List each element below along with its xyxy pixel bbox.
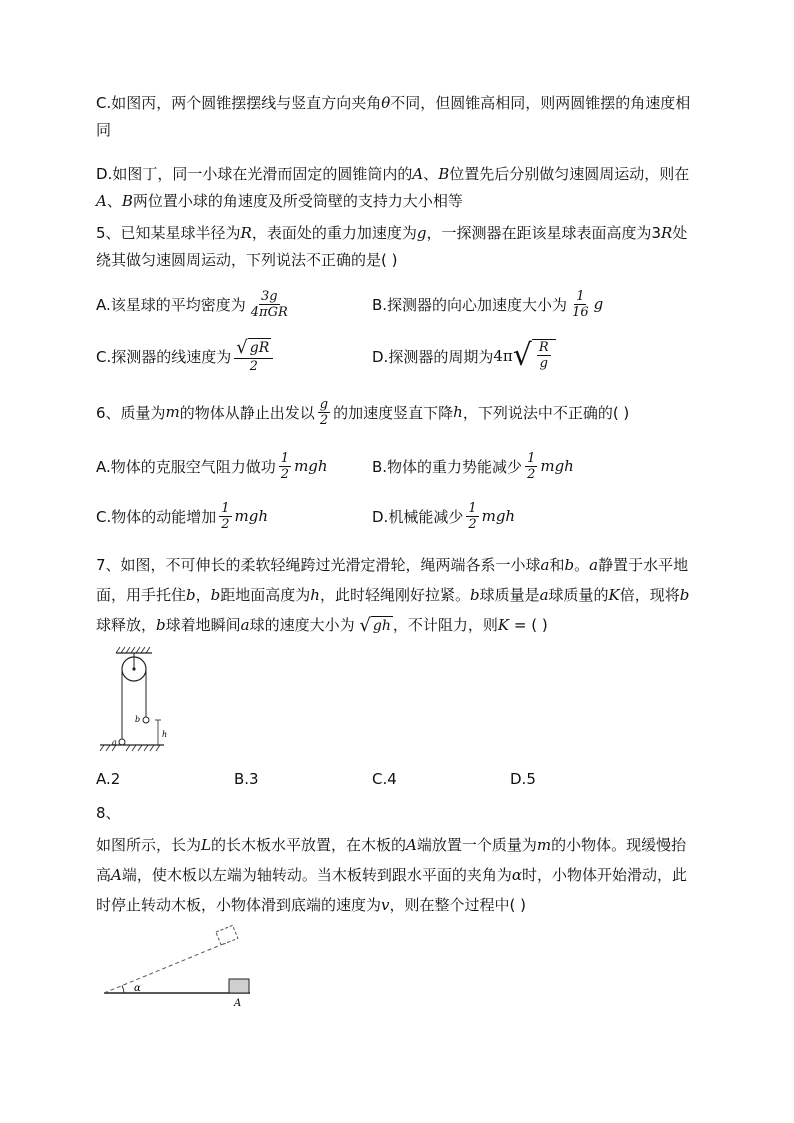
denominator: 2 [468, 516, 477, 532]
q5-stem-text-4: 处绕其做匀速圆周运动，下列说法不正确的是( ) [96, 224, 688, 269]
q7-stem-text-9: 球着地瞬间 [165, 616, 241, 634]
label-A: A [234, 998, 242, 1009]
q8-stem-text-4: 的小物体。现缓慢抬高 [96, 836, 687, 884]
var-A: A [406, 836, 417, 854]
denominator: 2 [319, 412, 329, 428]
q5-option-a [96, 284, 293, 324]
var-L: L [201, 836, 211, 854]
q5-option-d-text: D.探测器的周期为 [372, 347, 494, 366]
q6-stem-text: 6、质量为 [96, 403, 166, 422]
var-R: R [661, 224, 673, 242]
ceiling-hatch [116, 647, 150, 653]
denominator: 16 [572, 304, 589, 320]
q7-choice-c[interactable]: C.4 [372, 770, 397, 788]
fraction [525, 451, 537, 482]
denominator: 2 [280, 466, 290, 482]
numerator: R [538, 340, 549, 355]
denominator: 4πGR [250, 304, 288, 320]
q8-stem-text-6: 时，小物体开始滑动，此时停止转动木板，小物体滑到底端的速度为 [96, 866, 688, 914]
q5-options-row-1 [96, 284, 698, 324]
q5-option-a-text: A.该星球的平均密度为 [96, 295, 246, 314]
q5-stem-text-2: ，表面处的重力加速度为 [251, 224, 417, 242]
q6-stem-text-2: 的物体从静止出发以 [179, 403, 315, 422]
q4-option-d [96, 161, 698, 215]
label-alpha: α [134, 983, 141, 994]
fraction [570, 289, 591, 320]
q5-option-b [372, 284, 603, 324]
q8-stem-text-2: 的长木板水平放置，在木板的 [210, 836, 406, 854]
q8-stem-text-3: 端放置一个质量为 [416, 836, 537, 854]
q6-option-c [96, 496, 268, 536]
q6-stem-text-3: 的加速度竖直下降 [333, 403, 454, 422]
board-raised [104, 942, 228, 993]
var-b: b [679, 586, 690, 604]
var-R: R [240, 224, 252, 242]
q6-options-row-1 [96, 446, 698, 486]
q6-option-a-text: A.物体的克服空气阻力做功 [96, 457, 276, 476]
sqrt [236, 338, 271, 358]
q7-stem-text-10: 球的速度大小为 [249, 616, 355, 634]
q8-board-figure [100, 922, 260, 1012]
expr-mgh: mgh [294, 457, 328, 475]
label-a: a [112, 738, 117, 747]
fraction [219, 501, 231, 532]
var-b: b [210, 586, 221, 604]
q8-stem-text: 如图所示，长为 [96, 836, 202, 854]
numerator: g [319, 396, 329, 412]
block-dashed [216, 925, 238, 945]
var-v: v [381, 896, 390, 914]
numerator: 1 [468, 500, 477, 516]
q8-number-text: 8、 [96, 804, 121, 822]
q4-option-c [96, 90, 698, 144]
q4-option-d-text-3: 两位置小球的角速度及所受筒壁的支持力大小相等 [132, 192, 463, 210]
var-K: K [497, 616, 510, 634]
var-b: b [186, 586, 196, 604]
q7-choices [96, 770, 698, 792]
q6-option-d [372, 496, 515, 536]
ball-b [143, 717, 149, 723]
q6-stem-text-4: ，下列说法中不正确的( ) [462, 403, 630, 422]
sqrt [513, 339, 556, 373]
numerator [234, 338, 273, 359]
var-h: h [310, 586, 320, 604]
var-b: b [564, 556, 575, 574]
radical-sign: √ [236, 337, 248, 358]
var-B: B [121, 192, 133, 210]
q7-pulley-figure [96, 645, 186, 753]
q5-option-c [96, 336, 276, 376]
fraction [318, 397, 330, 428]
var-b: b [156, 616, 166, 634]
q4-option-d-text-2: 位置先后分别做匀速圆周运动，则在 [449, 165, 690, 183]
q7-stem-text-5: 球质量是 [479, 586, 540, 604]
var-A: A [96, 192, 107, 210]
var-a: a [540, 556, 550, 574]
coefficient: 4π [493, 347, 513, 365]
punctuation: 。 [574, 556, 590, 574]
var-B: B [438, 165, 450, 183]
var-g: g [593, 295, 604, 313]
conjunction: 和 [549, 556, 565, 574]
var-theta: θ [381, 94, 391, 112]
q7-stem-text-12: = ( ) [509, 616, 548, 634]
label-b: b [135, 715, 141, 724]
var-m: m [536, 836, 552, 854]
q4-option-d-text: D.如图丁，同一小球在光滑而固定的圆锥筒内的 [96, 165, 413, 183]
radicand [532, 339, 556, 373]
expr-mgh: mgh [234, 507, 269, 525]
numerator: 1 [280, 450, 290, 466]
q7-stem-text-3: 距地面高度为 [220, 586, 311, 604]
fraction [249, 289, 290, 320]
q4-option-c-text-2: 不同，但圆锥高相同，则两圆锥摆的角速度相同 [96, 94, 691, 139]
expr-mgh: mgh [540, 457, 574, 475]
q5-stem-text: 5、已知某星球半径为 [96, 224, 241, 242]
q8-number [96, 800, 698, 827]
fraction [537, 340, 551, 371]
q7-choice-d[interactable]: D.5 [510, 770, 536, 788]
var-g: g [416, 224, 427, 242]
q5-option-d [372, 336, 556, 376]
q5-stem [96, 220, 698, 274]
q7-stem-text-6: 球质量的 [548, 586, 609, 604]
q7-stem-text: 7、如图，不可伸长的柔软轻绳跨过光滑定滑轮，绳两端各系一小球 [96, 556, 541, 574]
separator: 、 [106, 192, 122, 210]
numerator: 1 [576, 288, 585, 304]
var-a: a [589, 556, 599, 574]
radicand: gh [372, 617, 391, 634]
fraction [234, 338, 273, 374]
q5-options-row-2 [96, 336, 698, 376]
q7-stem-text-8: 球释放， [96, 616, 157, 634]
denominator: 2 [249, 359, 258, 374]
q6-option-a [96, 446, 328, 486]
q7-stem-text-11: ，不计阻力，则 [392, 616, 498, 634]
q5-stem-text-3: ，一探测器在距该星球表面高度为3 [426, 224, 662, 242]
q8-stem-text-5: 端，使木板以左端为轴转动。当木板转到跟水平面的夹角为 [121, 866, 512, 884]
q7-stem [96, 550, 698, 640]
var-a: a [539, 586, 549, 604]
separator: 、 [423, 165, 439, 183]
var-b: b [469, 586, 480, 604]
denominator: 2 [527, 466, 536, 482]
fraction [466, 501, 478, 532]
q7-stem-text-7: 倍，现将 [619, 586, 680, 604]
q8-stem-text-7: ，则在整个过程中( ) [389, 896, 526, 914]
q7-stem-text-4: ，此时轻绳刚好拉紧。 [319, 586, 470, 604]
q5-option-c-text: C.探测器的线速度为 [96, 347, 232, 366]
q7-stem-text-2: 静置于水平地面，用手托住 [96, 556, 689, 604]
q5-option-b-text: B.探测器的向心加速度大小为 [372, 295, 568, 314]
q8-stem [96, 830, 698, 920]
block-at-A [229, 979, 249, 993]
q6-option-c-text: C.物体的动能增加 [96, 507, 217, 526]
var-h: h [453, 403, 463, 421]
q6-option-d-text: D.机械能减少 [372, 507, 464, 526]
denominator: 2 [221, 516, 230, 532]
q6-stem-line [96, 390, 629, 434]
radical-sign: √ [359, 614, 371, 636]
pulley-axle [132, 667, 135, 670]
fraction [279, 451, 291, 482]
var-m: m [165, 403, 180, 421]
denominator: g [539, 356, 548, 371]
var-alpha: α [511, 866, 523, 884]
numerator: 1 [221, 500, 230, 516]
sqrt [359, 616, 392, 636]
var-K: K [608, 586, 620, 604]
expr-mgh: mgh [481, 507, 516, 525]
radical-sign: √ [512, 338, 532, 373]
ball-a [119, 739, 125, 745]
punctuation: ， [195, 586, 211, 604]
label-h: h [162, 730, 168, 739]
angle-arc [122, 986, 124, 994]
numerator: 1 [527, 450, 536, 466]
q7-choice-a[interactable]: A.2 [96, 770, 121, 788]
q4-option-c-text: C.如图丙，两个圆锥摆摆线与竖直方向夹角 [96, 94, 382, 112]
var-A: A [412, 165, 424, 183]
var-A: A [111, 866, 122, 884]
q6-option-b-text: B.物体的重力势能减少 [372, 457, 523, 476]
q6-option-b [372, 446, 574, 486]
q6-stem [96, 390, 698, 434]
radicand: gR [249, 340, 270, 356]
numerator: 3g [260, 288, 278, 304]
var-a: a [240, 616, 250, 634]
q7-choice-b[interactable]: B.3 [234, 770, 259, 788]
ground-hatch [100, 745, 160, 751]
q6-options-row-2 [96, 496, 698, 536]
